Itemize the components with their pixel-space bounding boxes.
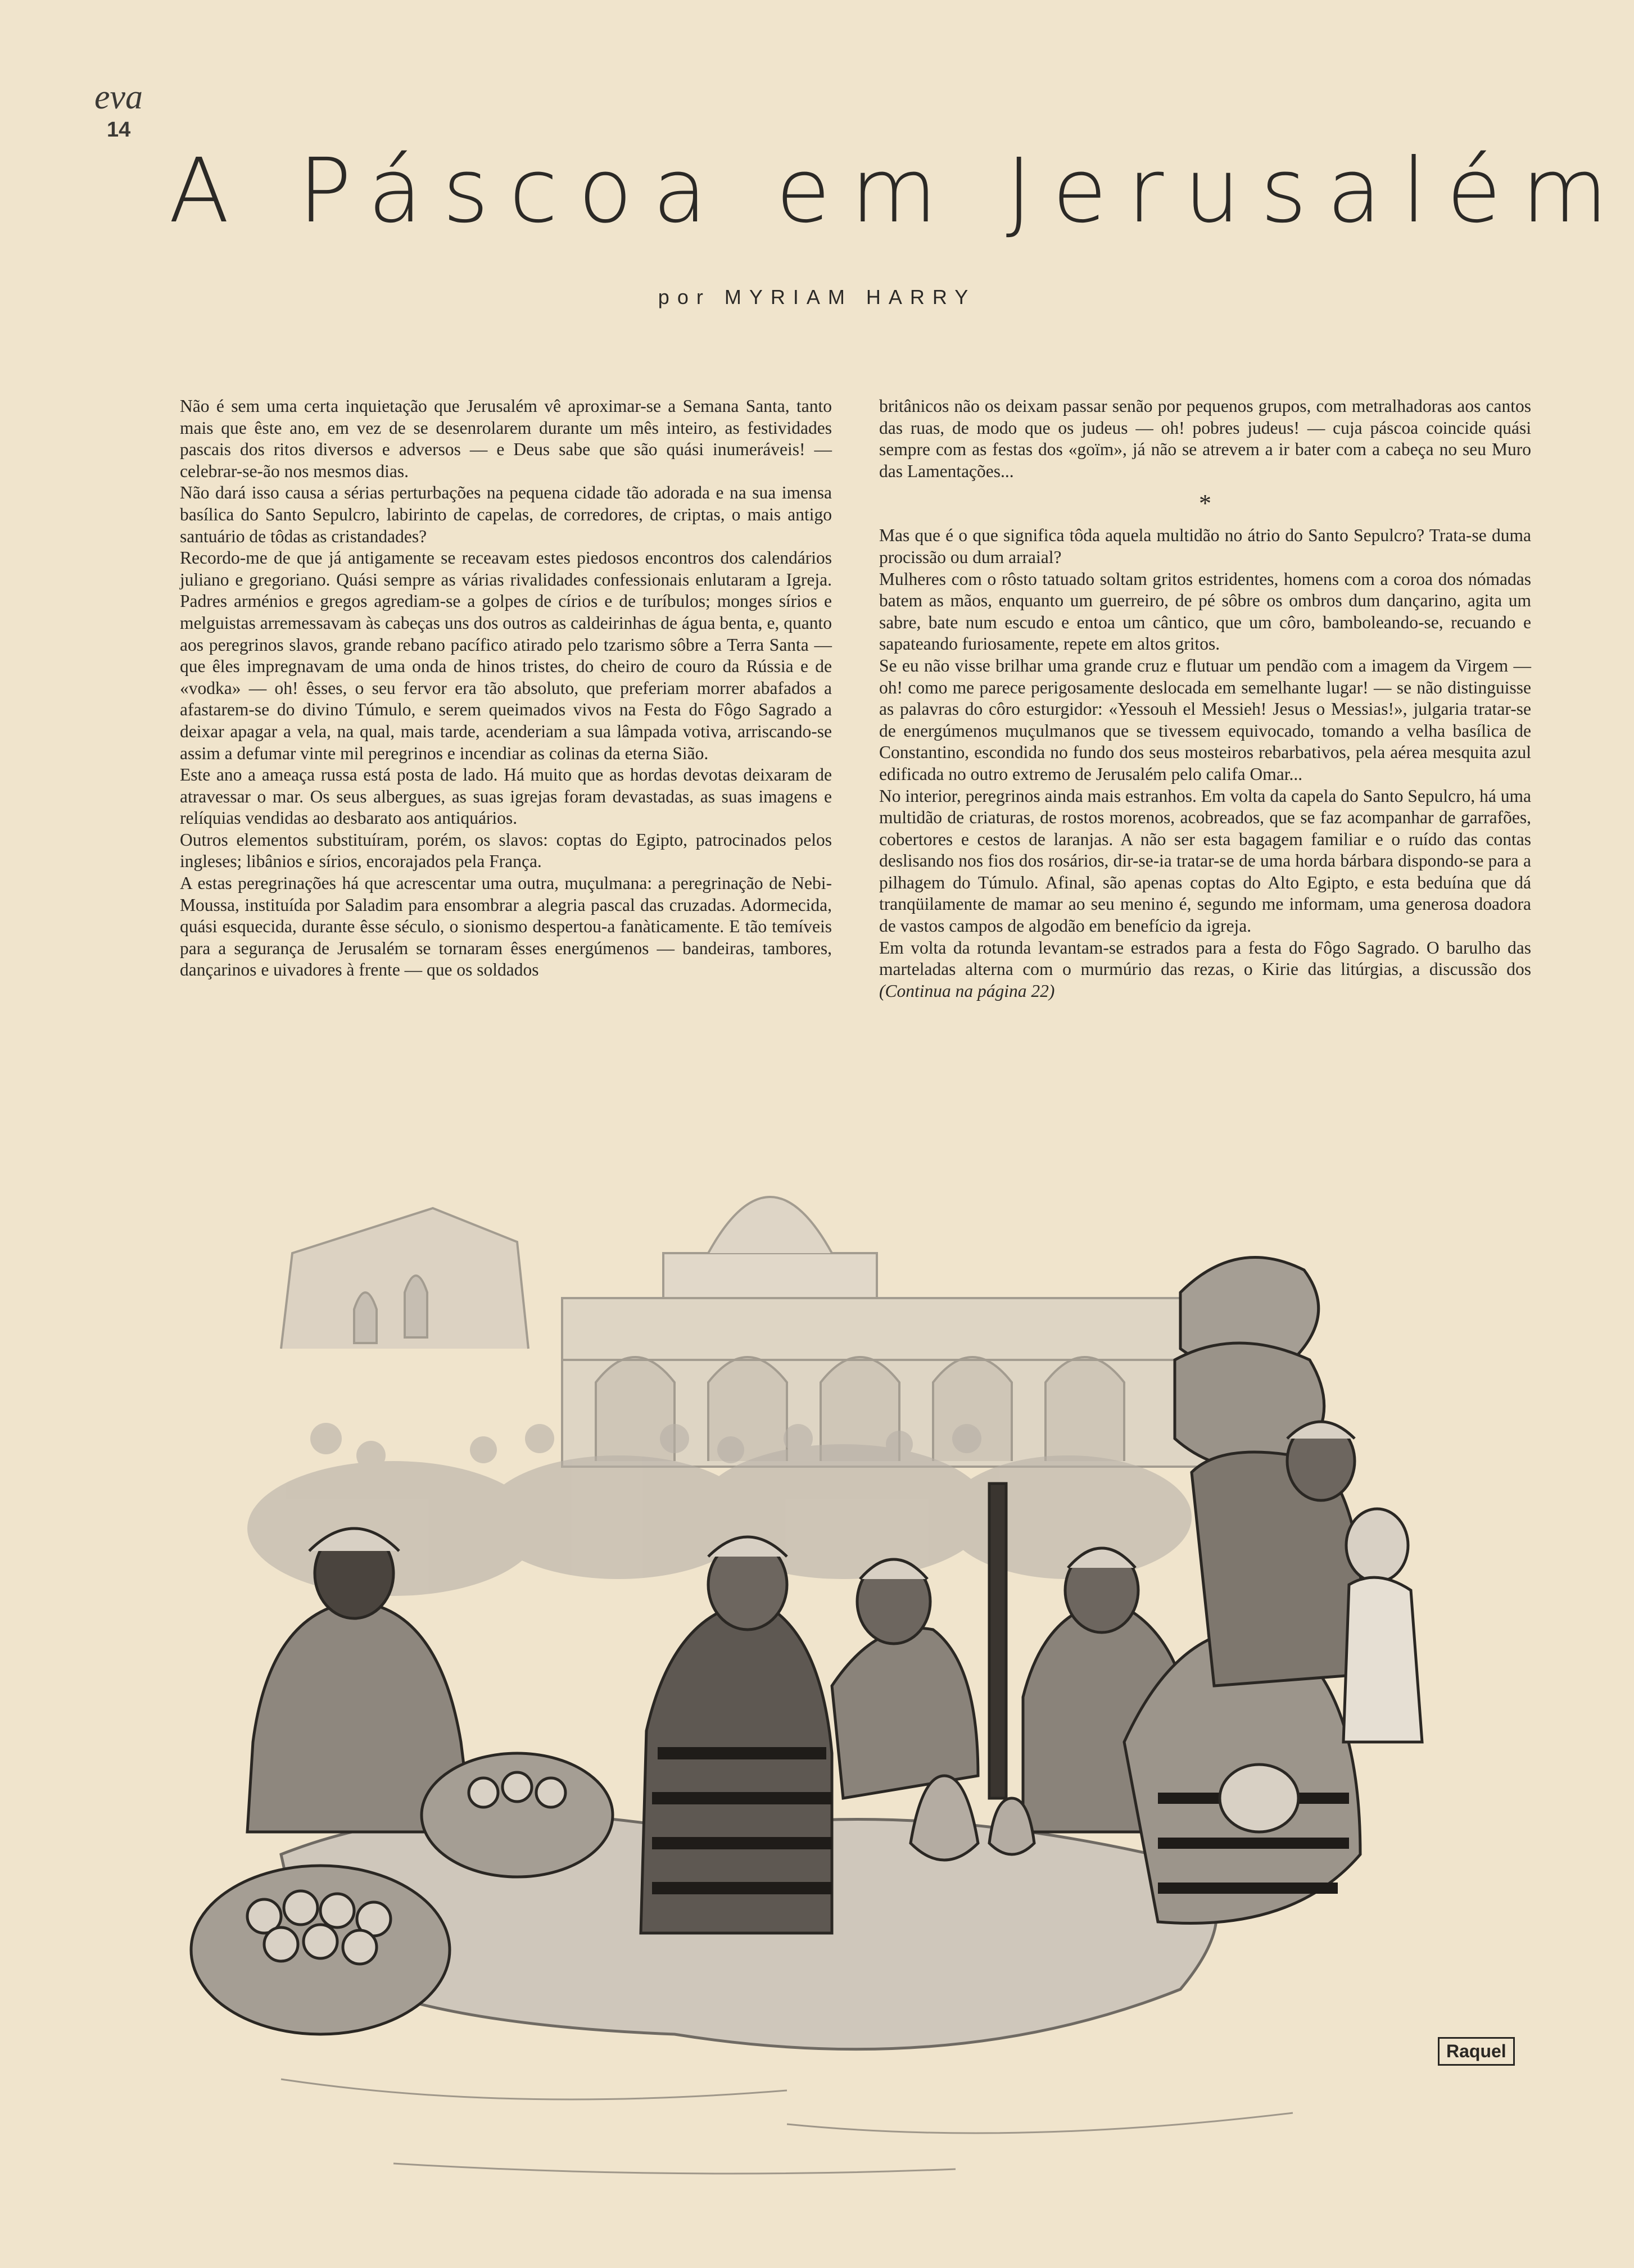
paragraph: Outros elementos substituíram, porém, os slavos: coptas do Egipto, patrocinados pelos ingleses; libânios e sírios, encorajados pela França. (180, 829, 832, 872)
page-number: 14 (107, 118, 131, 142)
paragraph-last (879, 937, 1531, 1003)
article-byline: por MYRIAM HARRY (658, 285, 976, 309)
paragraph: Mas que é o que significa tôda aquela multidão no átrio do Santo Sepulcro? Trata-se duma procissão ou dum arraial? (879, 525, 1531, 567)
paragraph: Recordo-me de que já antigamente se receavam estes piedosos encontros dos calendários juliano e gregoriano. Quási sempre as várias rivalidades confessionais enlutaram a Igreja. Padres arménios e gregos agrediam-se a golpes de círios e de turíbulos; monges sírios e melguistas arremessavam às cabeças uns dos outros as caldeirinhas de água benta, e, quanto aos peregrinos slavos, grande rebano pacífico atirado pelo tzarismo sôbre a Terra Santa — que êles impregnavam de uma onda de hinos tristes, do cheiro de couro da Rússia e de «vodka» — oh! êsses, o seu fervor era tão absoluto, que preferiam morrer abafados a afastarem-se do divino Túmulo, e serem queimados vivos na Festa do Fôgo Sagrado a deixar apagar a vela, na qual, mais tarde, acenderiam a sua lâmpada votiva, arriscando-se assim a defumar vinte mil peregrinos e incendiar as colinas da eterna Sião. (180, 548, 832, 763)
paragraph: Não é sem uma certa inquietação que Jerusalém vê aproximar-se a Semana Santa, tanto mais que êste ano, em vez de se desenrolarem durante um mês inteiro, as festividades pascais dos ritos diversos e adversos — e Deus sabe que são quási inumeráveis! — celebrar-se-ão nos mesmos dias. (180, 396, 832, 481)
paragraph: Mulheres com o rôsto tatuado soltam gritos estridentes, homens com a coroa dos nómadas batem as mãos, enquanto um guerreiro, de pé sôbre os ombros dum dançarino, agita um sabre, bate num escudo e entoa um cântico, que um côro, bamboleando-se, recuando e sapateando furiosamente, repete em altos gritos. (879, 569, 1531, 654)
masthead: eva (94, 78, 143, 116)
section-separator: * (1199, 489, 1211, 518)
article-column-right (879, 396, 1531, 1002)
paragraph: No interior, peregrinos ainda mais estranhos. Em volta da capela do Santo Sepulcro, há uma multidão de criaturas, de rostos morenos, acobreados, que se faz acompanhar de garrafões, cobertores e cestos de laranjas. A não ser esta bagagem familiar e o ruído das contas deslisando nos fios dos rosários, dir-se-ia tratar-se de uma horda bárbara dispondo-se para a pilhagem do Túmulo. Afinal, são apenas coptas do Alto Egipto, e esta beduína que dá tranqüilamente de mamar ao seu menino é, segundo me informam, uma generosa doadora de vastos campos de algodão em benefício da igreja. (879, 786, 1531, 936)
pilgrims-illustration-drawing (169, 1124, 1529, 2214)
paragraph-last-text: Em volta da rotunda levantam-se estrados para a festa do Fôgo Sagrado. O barulho das marteladas alterna com o murmúrio das rezas, o Kirie das litúrgias, a discussão dos (879, 937, 1531, 979)
paragraph: A estas peregrinações há que acrescentar uma outra, muçulmana: a peregrinação de Nebi-Moussa, instituída por Saladim para ensombrar a alegria pascal das cruzadas. Adormecida, quási esquecida, durante êsse século, o sionismo despertou-a fanàticamente. E tão temíveis para a segurança de Jerusalém se tornaram êsses energúmenos — bandeiras, tambores, dançarinos e uivadores à frente — que os soldados (180, 873, 832, 980)
paragraph: Este ano a ameaça russa está posta de lado. Há muito que as hordas devotas deixaram de atravessar o mar. Os seus albergues, as suas igrejas foram devastadas, as suas imagens e relíquias vendidas ao desbarato aos antiquários. (180, 765, 832, 828)
pilgrims-illustration (169, 1124, 1529, 2214)
illustrator-signature: Raquel (1438, 2037, 1515, 2066)
article-column-left (180, 396, 832, 981)
continues-note: (Continua na página 22) (879, 981, 1055, 1001)
paragraph: britânicos não os deixam passar senão por pequenos grupos, com metralhadoras aos cantos das ruas, de modo que os judeus — oh! pobres judeus! — cuja páscoa coincide quási sempre com as festas dos «goïm», já não se atrevem a ir bater com a cabeça no seu Muro das Lamentações... (879, 396, 1531, 481)
article-title: A Páscoa em Jerusalém (169, 139, 1628, 243)
paragraph: Se eu não visse brilhar uma grande cruz e flutuar um pendão com a imagem da Virgem — oh! como me parece perigosamente deslocada em semelhante lugar! — se não distinguisse as palavras do côro esturgidor: «Yessouh el Messieh! Jesus o Messias!», julgaria tratar-se de energúmenos muçulmanos que se tivessem equivocado, tomando a velha basílica de Constantino, escondida no fundo dos seus mosteiros rebarbativos, pela aérea mesquita azul edificada no outro extremo de Jerusalém pelo califa Omar... (879, 655, 1531, 784)
paragraph: Não dará isso causa a sérias perturbações na pequena cidade tão adorada e na sua imensa basílica do Santo Sepulcro, labirinto de capelas, de corredores, de criptas, o mais antigo santuário de tôdas as cristandades? (180, 483, 832, 546)
